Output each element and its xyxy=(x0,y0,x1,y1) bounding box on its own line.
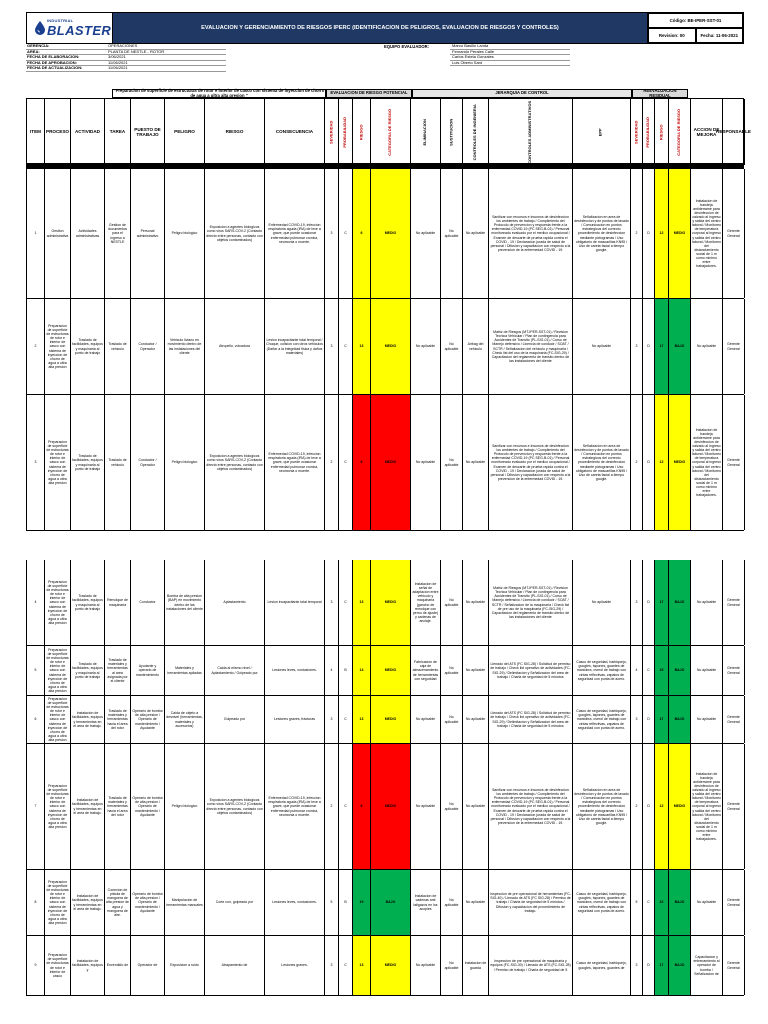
cell-epp: Casco de seguridad, barbiquejo, googles, tapones, guantes de maniobra, overol de trabajo con cintas reflectivas, zapatos de seguridad con punta de acero. xyxy=(573,646,631,695)
cell-sust: No aplicable xyxy=(441,646,463,695)
cell-elim: No aplicable xyxy=(411,299,441,394)
cell-epp: Casco de seguridad, barbiquejo, googles, tapones, guantes de maniobra, overol de trabajo con cintas reflectivas, zapatos de seguridad con punta de acero. xyxy=(573,870,631,935)
cell-riesgo: Exposicion a agentes biologicos como virus SARS-COV-2 (Contacto directo entre personas, contacto con objetos contaminados) xyxy=(205,395,265,530)
cell-s2: 3 xyxy=(631,696,643,743)
cell-cat2: BAJO xyxy=(669,299,691,394)
column-header-administrativos xyxy=(489,99,573,165)
cell-sust: No aplicable xyxy=(441,169,463,298)
cell-actividad: Actividades administrativas xyxy=(71,169,105,298)
document-code: Código: BE-IPER-SST-01 xyxy=(648,13,743,28)
group-reeval-header: REEVALUACION RESIDUAL xyxy=(632,89,688,98)
cell-ing: No aplicable xyxy=(463,560,489,645)
water-drop-icon xyxy=(35,21,45,35)
cell-accion: Instalacion de bandeja antiderrame para desinfeccion de calzado al ingreso y salida del centro laboral / Monitoreo de temperatura corporal al ingreso y salida del centro laboral / Monitoreo del distanciamiento social de 1 m como minimo entre trabajadores. xyxy=(691,395,723,530)
column-header-label: SEVERIDAD xyxy=(328,120,334,144)
column-header-peligro: PELIGRO xyxy=(165,99,205,165)
cell-riesgo: Atrapamiento de xyxy=(205,936,265,995)
column-header-label: CATEGORIA DE RIESGO xyxy=(676,108,682,156)
info-value: OPERACIONES xyxy=(106,44,226,50)
column-header-item: ITEM xyxy=(27,99,45,165)
cell-p2: D xyxy=(643,696,655,743)
cell-resp: Gerente General xyxy=(723,560,745,645)
cell-consecuencia: Lesion incapacitante total temporal / Choque, colision con otros vehiculos (Dañar a la integridad fisica y daños materiales) xyxy=(265,299,325,394)
info-label: FECHA DE APROBACION: xyxy=(26,61,106,67)
cell-s: 3 xyxy=(325,936,339,995)
column-header-puesto: PUESTO DE TRABAJO xyxy=(131,99,165,165)
column-header-probabilidad xyxy=(339,99,353,165)
cell-ing: No aplicable xyxy=(463,169,489,298)
cell-p2: C xyxy=(643,646,655,695)
cell-r2: 17 xyxy=(655,560,669,645)
cell-p: B xyxy=(339,870,353,935)
cell-p2: D xyxy=(643,744,655,869)
cell-elim: No aplicable xyxy=(411,696,441,743)
cell-epp: Casco de seguridad, barbiquejo, googles, tapones, guantes de xyxy=(573,936,631,995)
cell-s: 2 xyxy=(325,744,339,869)
cell-r2: 12 xyxy=(655,395,669,530)
cell-s2: 4 xyxy=(631,646,643,695)
cell-adm: Matriz de Riesgos (MT-IPER-SST-01) / Revision Tecnica Vehicular / Plan de contingencia para Accidentes de Transito (PL-SIG-01) / Curso de Manejo defensivo / Licencia de conducir / SOAT / SCTR / Señalizacion del vehiculo y maquinaria / Check list del uso de la maquinaria (FC-SIG-29) / Capacitacion del reglamento de transito dentro de las instalaciones del cliente xyxy=(489,299,573,394)
cell-puesto: Conductor xyxy=(131,560,165,645)
cell-tarea: Traslado de vehiculo xyxy=(105,299,131,394)
cell-s: 2 xyxy=(325,395,339,530)
cell-proceso: Preparacion de superficie de estructuras de rotor e interior de casco con sistema de inyeccion de chorro de agua a ultra alta presion xyxy=(45,744,71,869)
table-row xyxy=(26,870,744,936)
cell-p2: D xyxy=(643,936,655,995)
cell-riesgo: Aplastamiento xyxy=(205,560,265,645)
table-header xyxy=(26,98,751,164)
cell-ing: No aplicable xyxy=(463,744,489,869)
cell-p2: D xyxy=(643,169,655,298)
cell-tarea: Encendido de xyxy=(105,936,131,995)
document-header xyxy=(26,12,744,44)
cell-actividad: Instalacion de facilidades, equipos y herramientas en el area de trabajo. xyxy=(71,744,105,869)
cell-r2: 12 xyxy=(655,169,669,298)
cell-s2: 3 xyxy=(631,560,643,645)
cell-item: 2 xyxy=(27,299,45,394)
cell-proceso: Preparacion de superficie de estructuras de rotor e interior de casco con sistema de inyeccion de chorro de agua a ultra alta presion xyxy=(45,696,71,743)
column-header-ingenieria xyxy=(463,99,489,165)
cell-s2: 2 xyxy=(631,169,643,298)
column-header-severidad xyxy=(325,99,339,165)
column-header-epp xyxy=(573,99,631,165)
cell-accion: No aplicable xyxy=(691,299,723,394)
info-label: GERENCIA: xyxy=(26,44,106,50)
column-header-label: CATEGORIA DE RIESGO xyxy=(387,108,393,156)
column-header-riesgo2 xyxy=(655,99,669,165)
cell-peligro: Peligro biologico xyxy=(165,169,205,298)
column-header-label: SEVERIDAD xyxy=(633,120,639,144)
cell-elim: Fabricacion de caja de almacenamiento de herramientas con seguridad xyxy=(411,646,441,695)
cell-p: B xyxy=(339,646,353,695)
cell-r: 13 xyxy=(353,936,371,995)
info-label: FECHA DE ACTUALIZACION: xyxy=(26,66,106,72)
cell-sust: No aplicable xyxy=(441,936,463,995)
cell-consecuencia: Lesion incapacitante total temporal xyxy=(265,560,325,645)
cell-p: C xyxy=(339,936,353,995)
cell-sust: No aplicable xyxy=(441,696,463,743)
cell-puesto: Operario de bomba de alta presion / Operario de mantenimiento / Ayudante xyxy=(131,870,165,935)
cell-peligro: Peligro biologico xyxy=(165,395,205,530)
column-header-label: CONTROLES DE INGENIERIA xyxy=(472,103,478,161)
column-header-label: EPP xyxy=(598,127,604,137)
info-label: FECHA DE ELABORACION: xyxy=(26,55,106,61)
cell-p: C xyxy=(339,744,353,869)
cell-adm: Inspeccion de pre operacional de herramientas (FC-SIG-40) / Llenado de ATS (FC SIG-28) / Permiso de trabajo / Charla de seguridad de 5 minutos / Difusion y capacitacion del procedimiento de trabajo. xyxy=(489,870,573,935)
cell-s: 3 xyxy=(325,169,339,298)
cell-adm: Sanitizar con recursos e insumos de desinfeccion los ambientes de trabajo / Cumplimiento del Protocolo de prevencion y respuesta frente a la enfermedad COVID-19 (PC SEG-B-01) / Personal monitoreado evaluado por el medico ocupacional / Examen de descarte de prueba rapida contra el COVID - 19 / Declaracion jurada de salud de personal / Difusion y capacitacion con respecto a la prevencion de la enfermedad COVID - 19. xyxy=(489,395,573,530)
cell-cat2: MEDIO xyxy=(669,744,691,869)
cell-r: 13 xyxy=(353,299,371,394)
column-header-responsable: RESPONSABLE xyxy=(723,99,745,165)
cell-r: 6 xyxy=(353,395,371,530)
cell-s: 4 xyxy=(325,646,339,695)
cell-s2: 2 xyxy=(631,395,643,530)
cell-elim: No aplicable xyxy=(411,936,441,995)
cell-resp: Gerente General xyxy=(723,936,745,995)
cell-consecuencia: Enfermedad COVID-19, infeccion respiratoria aguda (IRA) de leve a grave, que puede ocasionar enfermedad pulmonar cronica, neumonia o muerte. xyxy=(265,169,325,298)
cell-ing: No aplicable xyxy=(463,870,489,935)
cell-adm: Sanitizar con recursos e insumos de desinfeccion los ambientes de trabajo / Cumplimiento del Protocolo de prevencion y respuesta frente a la enfermedad COVID-19 (PC SEG-B-01) / Personal monitoreado evaluado por el medico ocupacional / Examen de descarte de prueba rapida contra el COVID - 19 / Declaracion jurada de salud de personal / Difusion y capacitacion con respecto a la prevencion de la enfermedad COVID - 19. xyxy=(489,744,573,869)
column-header-label: RIESGO xyxy=(658,124,664,140)
column-header-probabilidad2 xyxy=(643,99,655,165)
cell-peligro: Peligro biologico xyxy=(165,744,205,869)
cell-cat: MEDIO xyxy=(371,646,411,695)
cell-item: 5 xyxy=(27,646,45,695)
cell-accion: No aplicable xyxy=(691,560,723,645)
column-header-label: RIESGO xyxy=(358,124,364,140)
cell-s: 3 xyxy=(325,299,339,394)
column-header-label: PROBABILIDAD xyxy=(645,116,651,148)
cell-consecuencia: Lesiones graves, xyxy=(265,936,325,995)
cell-tarea: Traslado de vehiculo xyxy=(105,395,131,530)
table-row xyxy=(26,169,744,299)
cell-r: 6 xyxy=(353,169,371,298)
cell-adm: Matriz de Riesgos (MT-IPER-SST-01) / Revision Tecnica Vehicular / Plan de contingencia para Accidentes de Transito (PL-SIG-01) / Curso de Manejo defensivo / Licencia de conducir / SOAT / SCTR / Señalizacion de la maquinaria / Check list de pre uso de la maquinaria (FC-SIG-29) / Capacitacion del reglamento de transito dentro de las instalaciones del cliente xyxy=(489,560,573,645)
cell-s2: 5 xyxy=(631,870,643,935)
cell-ing: Airbag del vehiculo xyxy=(463,299,489,394)
cell-resp: Gerente General xyxy=(723,870,745,935)
group-eval-header: EVALUACION DE RIESGO POTENCIAL xyxy=(326,89,412,98)
column-header-sustitucion xyxy=(441,99,463,165)
cell-ing: No aplicable xyxy=(463,395,489,530)
cell-consecuencia: Lesiones graves, fracturas xyxy=(265,696,325,743)
activity-title: "Preparacion de superficie de estructuras de rotor e interior de casco con sistema de inyeccion de chorro de agua a ultra alta presion " xyxy=(113,87,325,98)
document-meta xyxy=(647,13,743,43)
cell-peligro: Caida de objeto a desnivel (herramientas, materiales y accesorios) xyxy=(165,696,205,743)
cell-epp: Casco de seguridad, barbiquejo, googles, tapones, guantes de maniobra, overol de trabajo con cintas reflectivas, zapatos de seguridad con punta de acero. xyxy=(573,696,631,743)
cell-tarea: Traslado de materiales y herramientas al area asignada por el cliente xyxy=(105,646,131,695)
column-header-label: SUSTITUCION xyxy=(448,118,454,146)
cell-item: 3 xyxy=(27,395,45,530)
cell-consecuencia: Enfermedad COVID-19, infeccion respiratoria aguda (IRA) de leve a grave, que puede ocasionar enfermedad pulmonar cronica, neumonia o muerte. xyxy=(265,744,325,869)
cell-consecuencia: Lesiones leves, contusiones. xyxy=(265,870,325,935)
cell-actividad: Traslado de facilidades, equipos y maquinaria al punto de trabajo xyxy=(71,646,105,695)
cell-item: 1 xyxy=(27,169,45,298)
cell-puesto: Operario de bomba de alta presion / Operario de mantenimiento / Ayudante xyxy=(131,744,165,869)
cell-resp: Gerente General xyxy=(723,696,745,743)
cell-riesgo: Corte con, golpeado por xyxy=(205,870,265,935)
cell-p: C xyxy=(339,299,353,394)
equipo-member: Luis Oberto Sant xyxy=(450,61,570,67)
cell-proceso: Preparacion de superficie de estructuras de rotor e interior de casco con sistema de inyeccion de chorro de agua a ultra alta presion xyxy=(45,870,71,935)
document-title: EVALUACION Y GERENCIAMIENTO DE RIESGOS IPERC (IDENTIFICACION DE PELIGROS, EVALUACION DE RIESGOS Y CONTROLES) xyxy=(113,13,647,43)
equipo-member: Carlos Estela Gonzales xyxy=(450,55,570,61)
cell-cat: MEDIO xyxy=(371,299,411,394)
cell-cat: MEDIO xyxy=(371,936,411,995)
column-header-proceso: PROCESO xyxy=(45,99,71,165)
cell-r: 13 xyxy=(353,696,371,743)
cell-riesgo: Golpeado por xyxy=(205,696,265,743)
cell-s: 5 xyxy=(325,870,339,935)
column-header-label: CONTROLES ADMINISTRATIVOS xyxy=(527,100,533,164)
cell-puesto: Personal administrativo xyxy=(131,169,165,298)
cell-resp: Gerente General xyxy=(723,646,745,695)
cell-sust: No aplicable xyxy=(441,560,463,645)
cell-puesto: Conductor / Operador xyxy=(131,395,165,530)
table-row xyxy=(26,395,744,531)
cell-actividad: Instalacion de facilidades, equipos y herramientas en el area de trabajo. xyxy=(71,696,105,743)
cell-puesto: Conductor / Operador xyxy=(131,299,165,394)
cell-accion: No aplicable xyxy=(691,870,723,935)
table-row xyxy=(26,560,744,646)
table-row xyxy=(26,744,744,870)
table-row xyxy=(26,299,744,395)
info-value: 3/06/2021 xyxy=(106,55,226,61)
cell-puesto: Ayudante y operario de mantenimiento xyxy=(131,646,165,695)
info-row xyxy=(26,66,744,72)
cell-ing: No aplicable xyxy=(463,646,489,695)
cell-sust: No aplicable xyxy=(441,744,463,869)
cell-cat2: BAJO xyxy=(669,560,691,645)
cell-sust: No aplicable xyxy=(441,395,463,530)
cell-consecuencia: Lesiones leves, contusiones. xyxy=(265,646,325,695)
column-header-actividad: ACTIVIDAD xyxy=(71,99,105,165)
cell-p2: D xyxy=(643,395,655,530)
table-row xyxy=(26,696,744,744)
cell-tarea: Traslado de materiales y herramientas hacia el area del rotor xyxy=(105,696,131,743)
cell-actividad: Traslado de facilidades, equipos y maquinaria al punto de trabajo xyxy=(71,560,105,645)
cell-s2: 2 xyxy=(631,744,643,869)
column-header-categoria xyxy=(371,99,411,165)
cell-elim: Instalacion de cadenas anti latigazos en los acoples xyxy=(411,870,441,935)
cell-s2: 3 xyxy=(631,936,643,995)
info-label: AREA: xyxy=(26,50,106,56)
equipo-label: EQUIPO EVALUADOR: xyxy=(384,44,430,49)
cell-accion: Instalacion de bandeja antiderrame para desinfeccion de calzado al ingreso y salida del centro laboral / Monitoreo de temperatura corporal al ingreso y salida del centro laboral / Monitoreo del distanciamiento social de 1 m como minimo entre trabajadores. xyxy=(691,169,723,298)
table-row xyxy=(26,646,744,696)
cell-p: C xyxy=(339,395,353,530)
cell-epp: Señalizacion en area de desinfeccion y de puntos de lavado / Comunicacion en puntos estrategicos del correcto procedimiento de desinfeccion mediante pictogramas / Uso obligatorio de mascarillas KN95 / Uso de careta facial a tiempo google. xyxy=(573,395,631,530)
cell-sust: No aplicable xyxy=(441,299,463,394)
cell-cat: BAJO xyxy=(371,870,411,935)
cell-tarea: Remolque de maquinaria xyxy=(105,560,131,645)
cell-p2: C xyxy=(643,870,655,935)
group-jerarquia-header: JERARQUIA DE CONTROL xyxy=(412,89,632,98)
cell-peligro: Materiales y herramientas apiladas xyxy=(165,646,205,695)
column-header-categoria2 xyxy=(669,99,691,165)
cell-cat: MEDIO xyxy=(371,696,411,743)
cell-epp: Señalizacion en area de desinfeccion y de puntos de lavado / Comunicacion en puntos estrategicos del correcto procedimiento de desinfeccion mediante pictogramas / Uso obligatorio de mascarillas KN95 / Uso de careta facial a tiempo google. xyxy=(573,169,631,298)
cell-proceso: Preparacion de superficie de estructuras de rotor e interior de casco con sistema de inyeccion de chorro de agua a ultra alta presion xyxy=(45,646,71,695)
page-gap xyxy=(0,538,768,560)
column-header-tarea: TAREA xyxy=(105,99,131,165)
cell-item: 7 xyxy=(27,744,45,869)
cell-puesto: Operador de xyxy=(131,936,165,995)
cell-r2: 17 xyxy=(655,299,669,394)
cell-p2: D xyxy=(643,299,655,394)
cell-actividad: Traslado de facilidades, equipos y maquinaria al punto de trabajo xyxy=(71,395,105,530)
cell-s: 3 xyxy=(325,696,339,743)
cell-elim: No aplicable xyxy=(411,395,441,530)
cell-actividad: Instalacion de facilidades, equipos y xyxy=(71,936,105,995)
cell-cat2: BAJO xyxy=(669,696,691,743)
cell-accion: Instalacion de bandeja antiderrame para desinfeccion de calzado al ingreso y salida del centro laboral / Monitoreo de temperatura corporal al ingreso y salida del centro laboral / Monitoreo del distanciamiento social de 1 m como minimo entre trabajadores. xyxy=(691,744,723,869)
cell-item: 9 xyxy=(27,936,45,995)
cell-peligro: Manipulacion de herramientas manuales xyxy=(165,870,205,935)
cell-epp: Señalizacion en area de desinfeccion y de puntos de lavado / Comunicacion en puntos estrategicos del correcto procedimiento de desinfeccion mediante pictogramas / Uso obligatorio de mascarillas KN95 / Uso de careta facial a tiempo google. xyxy=(573,744,631,869)
cell-proceso: Preparacion de superficie de estructuras de rotor e interior de casco xyxy=(45,936,71,995)
info-value: PLANTA DE NESTLE - ROTOR xyxy=(106,50,226,56)
cell-consecuencia: Enfermedad COVID-19, infeccion respiratoria aguda (IRA) de leve a grave, que puede ocasionar enfermedad pulmonar cronica, neumonia o muerte. xyxy=(265,395,325,530)
cell-p: C xyxy=(339,169,353,298)
cell-p: C xyxy=(339,560,353,645)
cell-puesto: Operario de bomba de alta presion / Operario de mantenimiento / Ayudante xyxy=(131,696,165,743)
cell-accion: No aplicable xyxy=(691,696,723,743)
cell-r2: 17 xyxy=(655,696,669,743)
cell-resp: Gerente General xyxy=(723,299,745,394)
cell-actividad: Traslado de facilidades, equipos y maquinaria al punto de trabajo xyxy=(71,299,105,394)
cell-item: 6 xyxy=(27,696,45,743)
document-revision: Revision: 00 xyxy=(648,28,696,43)
equipo-member: Fernando Perales Calle xyxy=(450,50,570,56)
cell-item: 4 xyxy=(27,560,45,645)
cell-elim: No aplicable xyxy=(411,744,441,869)
cell-resp: Gerente General xyxy=(723,395,745,530)
cell-s2: 3 xyxy=(631,299,643,394)
logo-brand: BLASTER xyxy=(47,23,112,38)
cell-accion: No aplicable xyxy=(691,646,723,695)
cell-adm: Sanitizar con recursos e insumos de desinfeccion los ambientes de trabajo / Cumplimiento del Protocolo de prevencion y respuesta frente a la enfermedad COVID-19 (PC SEG-B-01) / Personal monitoreado evaluado por el medico ocupacional / Examen de descarte de prueba rapida contra el COVID - 19 / Declaracion jurada de salud de personal / Difusion y capacitacion con respecto a la prevencion de la enfermedad COVID - 19. xyxy=(489,169,573,298)
cell-p: C xyxy=(339,696,353,743)
cell-riesgo: Exposicion a agentes biologicos como virus SARS-COV-2 (Contacto directo entre personas, contacto con objetos contaminados) xyxy=(205,169,265,298)
table-row xyxy=(26,936,744,996)
cell-cat2: MEDIO xyxy=(669,395,691,530)
column-header-accion: ACCION DE MEJORA xyxy=(691,99,723,165)
cell-resp: Gerente General xyxy=(723,169,745,298)
document-date: Fecha: 11-06-2021 xyxy=(696,28,744,43)
equipo-names xyxy=(450,44,570,66)
logo-brand-small: INDUSTRIAL xyxy=(47,18,74,23)
cell-tarea: Gestion de documentos para el ingreso a NESTLE xyxy=(105,169,131,298)
info-value: 11/06/2021 xyxy=(106,61,226,67)
cell-cat2: BAJO xyxy=(669,870,691,935)
document-page-1 xyxy=(26,0,751,538)
cell-r2: 22 xyxy=(655,870,669,935)
cell-peligro: Bomba de alta presion (BAP) en movimiento dentro de las instalaciones del cliente xyxy=(165,560,205,645)
cell-peligro: Vehiculo liviano en movimiento dentro de las instalaciones del cliente xyxy=(165,299,205,394)
cell-tarea: Conexion de pistola de manguera de alta presion de agua y manguera de aire. xyxy=(105,870,131,935)
cell-actividad: Instalacion de facilidades, equipos y herramientas en el area de trabajo. xyxy=(71,870,105,935)
cell-riesgo: Caida al mismo nivel / Aplastamiento / Golpeado por xyxy=(205,646,265,695)
document-page-2 xyxy=(26,560,744,1024)
cell-ing: Instalacion de guarda xyxy=(463,936,489,995)
cell-r: 13 xyxy=(353,560,371,645)
cell-proceso: Preparacion de superficie de estructuras de rotor e interior de casco con sistema de inyeccion de chorro de agua a ultra alta presion xyxy=(45,560,71,645)
column-header-riesgo: RIESGO xyxy=(205,99,265,165)
cell-riesgo: Exposicion a agentes biologicos como virus SARS-COV-2 (Contacto directo entre personas, contacto con objetos contaminados) xyxy=(205,744,265,869)
cell-cat2: MEDIO xyxy=(669,169,691,298)
company-logo xyxy=(27,13,113,43)
cell-cat: MEDIO xyxy=(371,395,411,530)
cell-proceso: Preparacion de superficie de estructuras de rotor e interior de casco con sistema de inyeccion de chorro de agua a ultra alta presion xyxy=(45,299,71,394)
equipo-member: Marco Basilio Landa xyxy=(450,44,570,50)
cell-cat: MEDIO xyxy=(371,169,411,298)
cell-proceso: Gestion administrativa xyxy=(45,169,71,298)
column-header-riesgo_v xyxy=(353,99,371,165)
cell-proceso: Preparacion de superficie de estructuras de rotor e interior de casco con sistema de inyeccion de chorro de agua a ultra alta presion xyxy=(45,395,71,530)
cell-item: 8 xyxy=(27,870,45,935)
column-header-severidad2 xyxy=(631,99,643,165)
cell-cat: MEDIO xyxy=(371,560,411,645)
cell-ing: No aplicable xyxy=(463,696,489,743)
cell-elim: Instalacion de señal de adaptacion entre vehiculo y maquinaria (gancho de remolque con perno de ajuste) y cadenas de anclaje. xyxy=(411,560,441,645)
cell-peligro: Exposicion a ruido xyxy=(165,936,205,995)
cell-cat2: BAJO xyxy=(669,646,691,695)
cell-sust: No aplicable xyxy=(441,870,463,935)
cell-s: 3 xyxy=(325,560,339,645)
info-value: 11/06/2021 xyxy=(106,66,226,72)
cell-r: 19 xyxy=(353,870,371,935)
cell-cat2: BAJO xyxy=(669,936,691,995)
cell-cat: MEDIO xyxy=(371,744,411,869)
cell-tarea: Traslado de materiales y herramientas hacia el area del rotor xyxy=(105,744,131,869)
column-header-label: ELIMINACION xyxy=(422,118,428,146)
info-block xyxy=(26,44,744,72)
column-header-consecuencia: CONSECUENCIA xyxy=(265,99,325,165)
cell-accion: Capacitacion y entrenamiento al operador de bomba / Señalizacion de xyxy=(691,936,723,995)
cell-r2: 17 xyxy=(655,936,669,995)
column-header-eliminacion xyxy=(411,99,441,165)
cell-riesgo: Atropello, volcadura xyxy=(205,299,265,394)
cell-adm: Inspeccion de pre operacional de maquinaria y equipos (FC-SIG-30) / Llenado de ATS (FC-SIG-28) / Permiso de trabajo / Charla de seguridad de 5 xyxy=(489,936,573,995)
cell-epp: No aplicable xyxy=(573,560,631,645)
column-header-label: PROBABILIDAD xyxy=(342,116,348,148)
cell-r2: 15 xyxy=(655,646,669,695)
cell-adm: Llenado del ATS (FC SIG-28) / Solicitud de permiso de trabajo / Check list operativo de actividades (FC-SIG-29) / Delimitacion y Señalizacion del area de trabajo / Charla de seguridad de 5 minutos xyxy=(489,646,573,695)
cell-r2: 12 xyxy=(655,744,669,869)
cell-p2: D xyxy=(643,560,655,645)
cell-resp: Gerente General xyxy=(723,744,745,869)
cell-adm: Llenado del ATS (FC SIG-28) / Solicitud de permiso de trabajo / Check list operativo de actividades (FC-SIG-29) / Delimitacion y Señalizacion del area de trabajo / Charla de seguridad de 5 minutos xyxy=(489,696,573,743)
cell-epp: No aplicable xyxy=(573,299,631,394)
cell-elim: No aplicable xyxy=(411,169,441,298)
cell-r: 6 xyxy=(353,744,371,869)
cell-r: 14 xyxy=(353,646,371,695)
